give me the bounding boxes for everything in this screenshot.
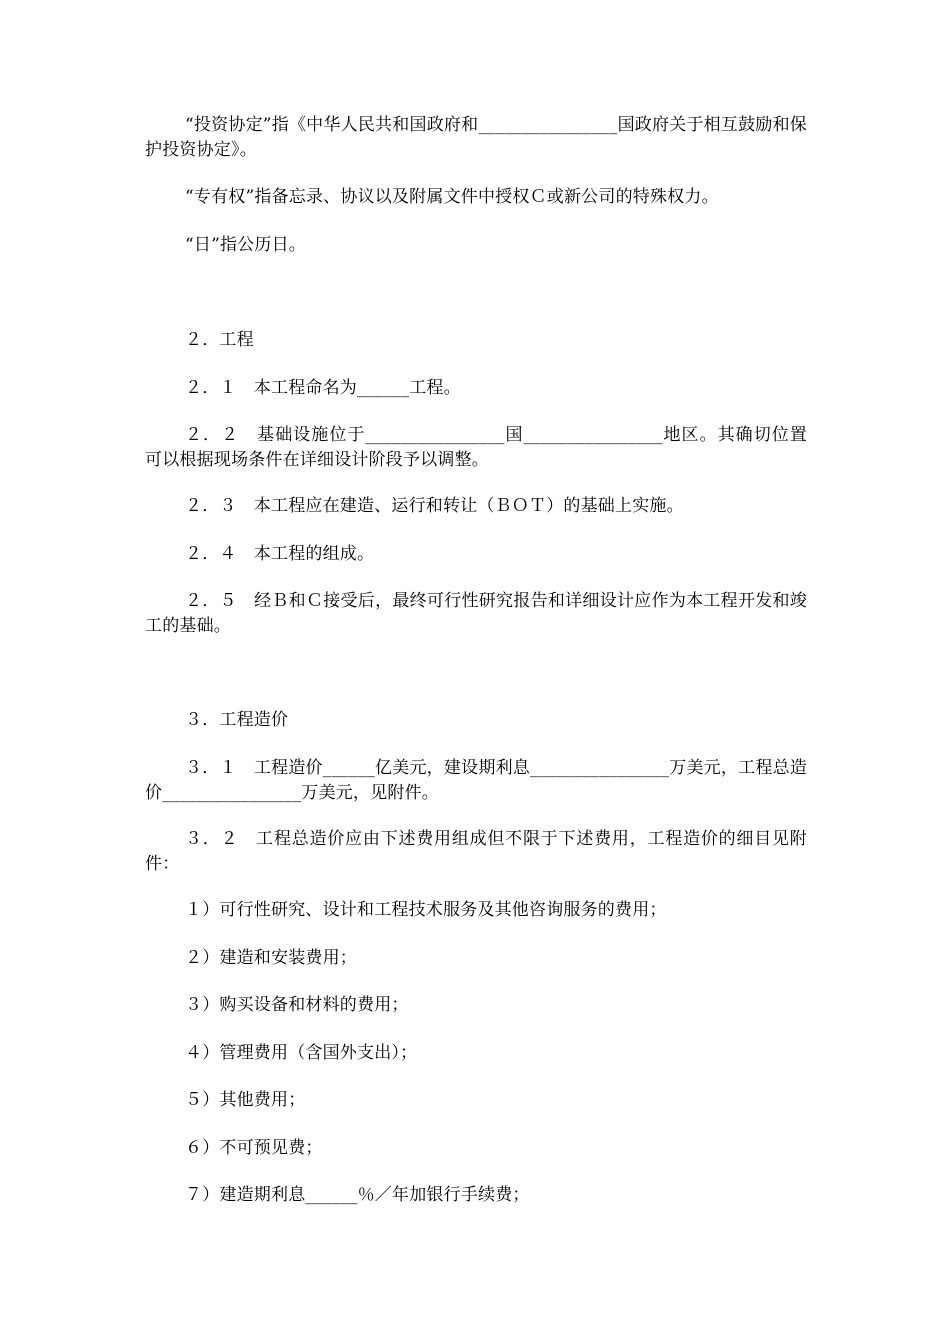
- clause-2-1: ２．１ 本工程命名为______工程。: [185, 378, 461, 398]
- list-item-1: １）可行性研究、设计和工程技术服务及其他咨询服务的费用；: [185, 900, 667, 920]
- section-heading-project-cost: ３．工程造价: [185, 710, 289, 730]
- clause-3-1: ３．１ 工程造价______亿美元，建设期利息________________万美元，工程总造价________________万美元，见附件。: [145, 758, 807, 803]
- list-item-2: ２）建造和安装费用；: [185, 948, 357, 968]
- document-page: [145, 0, 807, 1344]
- list-item-5: ５）其他费用；: [185, 1090, 306, 1110]
- clause-3-2: ３．２ 工程总造价应由下述费用组成但不限于下述费用，工程造价的细目见附件：: [145, 829, 807, 874]
- clause-2-4: ２．４ 本工程的组成。: [185, 544, 375, 564]
- list-item-3: ３）购买设备和材料的费用；: [185, 995, 409, 1015]
- clause-2-3: ２．３ 本工程应在建造、运行和转让（ＢＯＴ）的基础上实施。: [185, 496, 684, 516]
- list-item-6: ６）不可预见费；: [185, 1138, 323, 1158]
- list-item-7: ７）建造期利息______％／年加银行手续费；: [185, 1185, 530, 1205]
- paragraph-exclusive-rights: “专有权”指备忘录、协议以及附属文件中授权Ｃ或新公司的特殊权力。: [185, 187, 719, 207]
- list-item-4: ４）管理费用（含国外支出）；: [185, 1043, 418, 1063]
- section-heading-project: ２．工程: [185, 330, 254, 350]
- clause-2-2: ２．２ 基础设施位于________________国________________地区。其确切位置可以根据现场条件在详细设计阶段予以调整。: [145, 425, 807, 470]
- paragraph-investment-agreement: “投资协定”指《中华人民共和国政府和________________国政府关于相互鼓励和保护投资协定》。: [145, 115, 807, 160]
- clause-2-5: ２．５ 经Ｂ和Ｃ接受后，最终可行性研究报告和详细设计应作为本工程开发和竣工的基础。: [145, 591, 807, 636]
- paragraph-day-definition: “日”指公历日。: [185, 235, 306, 255]
